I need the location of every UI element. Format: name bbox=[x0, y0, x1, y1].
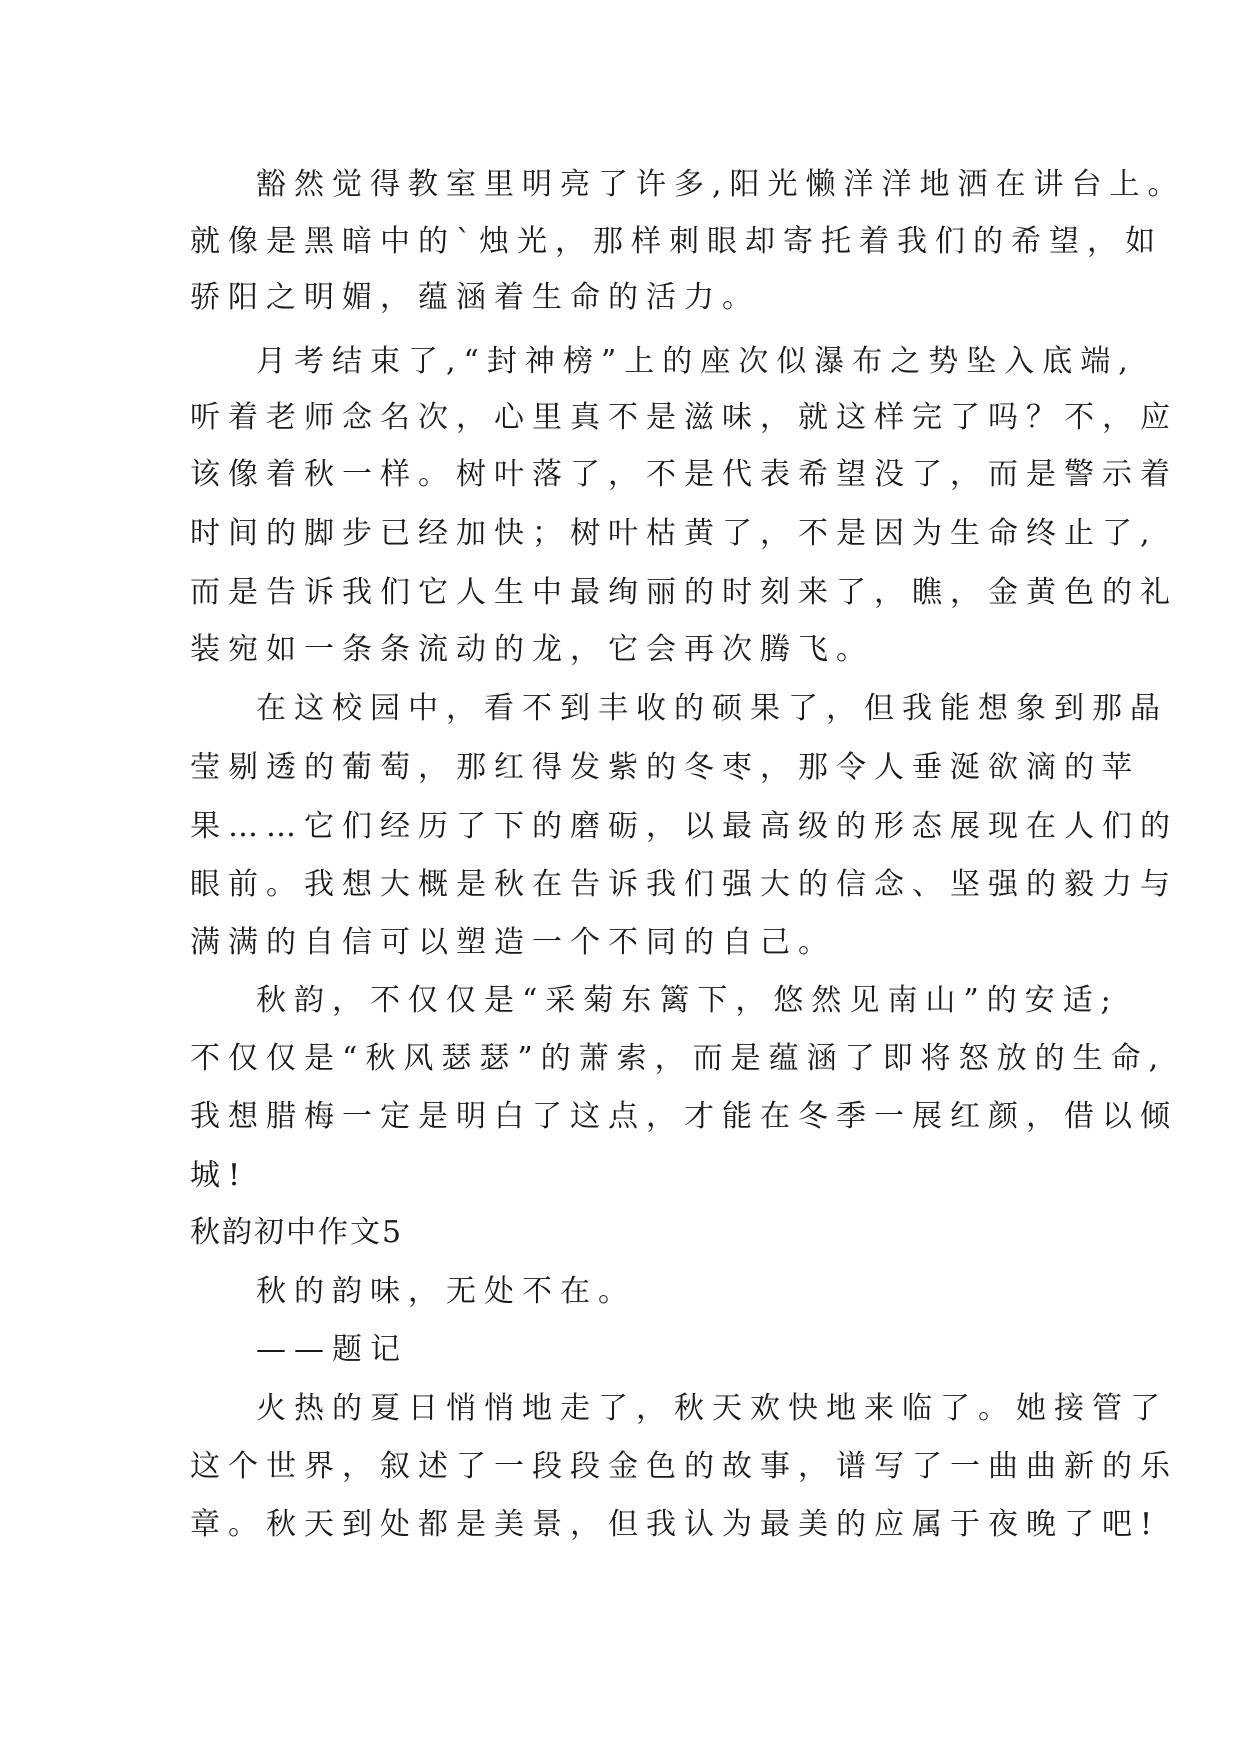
text-line: 城! bbox=[190, 1158, 249, 1193]
text-line: 莹剔透的葡萄，那红得发紫的冬枣，那令人垂涎欲滴的苹 bbox=[190, 750, 1140, 785]
text-line: 在这校园中，看不到丰收的硕果了，但我能想象到那晶 bbox=[256, 691, 1168, 726]
text-line: 章。秋天到处都是美景，但我认为最美的应属于夜晚了吧! bbox=[190, 1507, 1161, 1542]
text-line: 火热的夏日悄悄地走了，秋天欢快地来临了。她接管了 bbox=[256, 1391, 1168, 1426]
text-line: 就像是黑暗中的`烛光，那样刺眼却寄托着我们的希望，如 bbox=[190, 224, 1163, 259]
essay-title: 秋韵初中作文5 bbox=[190, 1215, 404, 1250]
epigraph-attribution: ——题记 bbox=[256, 1332, 408, 1367]
text-line: 我想腊梅一定是明白了这点，才能在冬季一展红颜，借以倾 bbox=[190, 1099, 1178, 1134]
text-line: 该像着秋一样。树叶落了，不是代表希望没了，而是警示着 bbox=[190, 457, 1178, 492]
text-line: 月考结束了,“封神榜”上的座次似瀑布之势坠入底端, bbox=[256, 344, 1136, 379]
text-line: 而是告诉我们它人生中最绚丽的时刻来了，瞧，金黄色的礼 bbox=[190, 575, 1178, 610]
text-line: 听着老师念名次，心里真不是滋味，就这样完了吗？不，应 bbox=[190, 400, 1178, 435]
text-line: 装宛如一条条流动的龙，它会再次腾飞。 bbox=[190, 632, 874, 667]
text-line: 满满的自信可以塑造一个不同的自己。 bbox=[190, 925, 836, 960]
text-line: 这个世界，叙述了一段段金色的故事，谱写了一曲曲新的乐 bbox=[190, 1449, 1178, 1484]
text-line: 果……它们经历了下的磨砺，以最高级的形态展现在人们的 bbox=[190, 809, 1178, 844]
text-line: 秋的韵味，无处不在。 bbox=[256, 1274, 636, 1309]
text-line: 眼前。我想大概是秋在告诉我们强大的信念、坚强的毅力与 bbox=[190, 867, 1178, 902]
text-line: 豁然觉得教室里明亮了许多,阳光懒洋洋地洒在讲台上。 bbox=[256, 167, 1186, 202]
text-line: 秋韵，不仅仅是“采菊东篱下，悠然见南山”的安适; bbox=[256, 983, 1119, 1018]
text-line: 时间的脚步已经加快；树叶枯黄了，不是因为生命终止了, bbox=[190, 516, 1158, 551]
text-line: 不仅仅是“秋风瑟瑟”的萧索，而是蕴涵了即将怒放的生命, bbox=[190, 1041, 1167, 1076]
text-line: 骄阳之明媚，蕴涵着生命的活力。 bbox=[190, 280, 760, 315]
